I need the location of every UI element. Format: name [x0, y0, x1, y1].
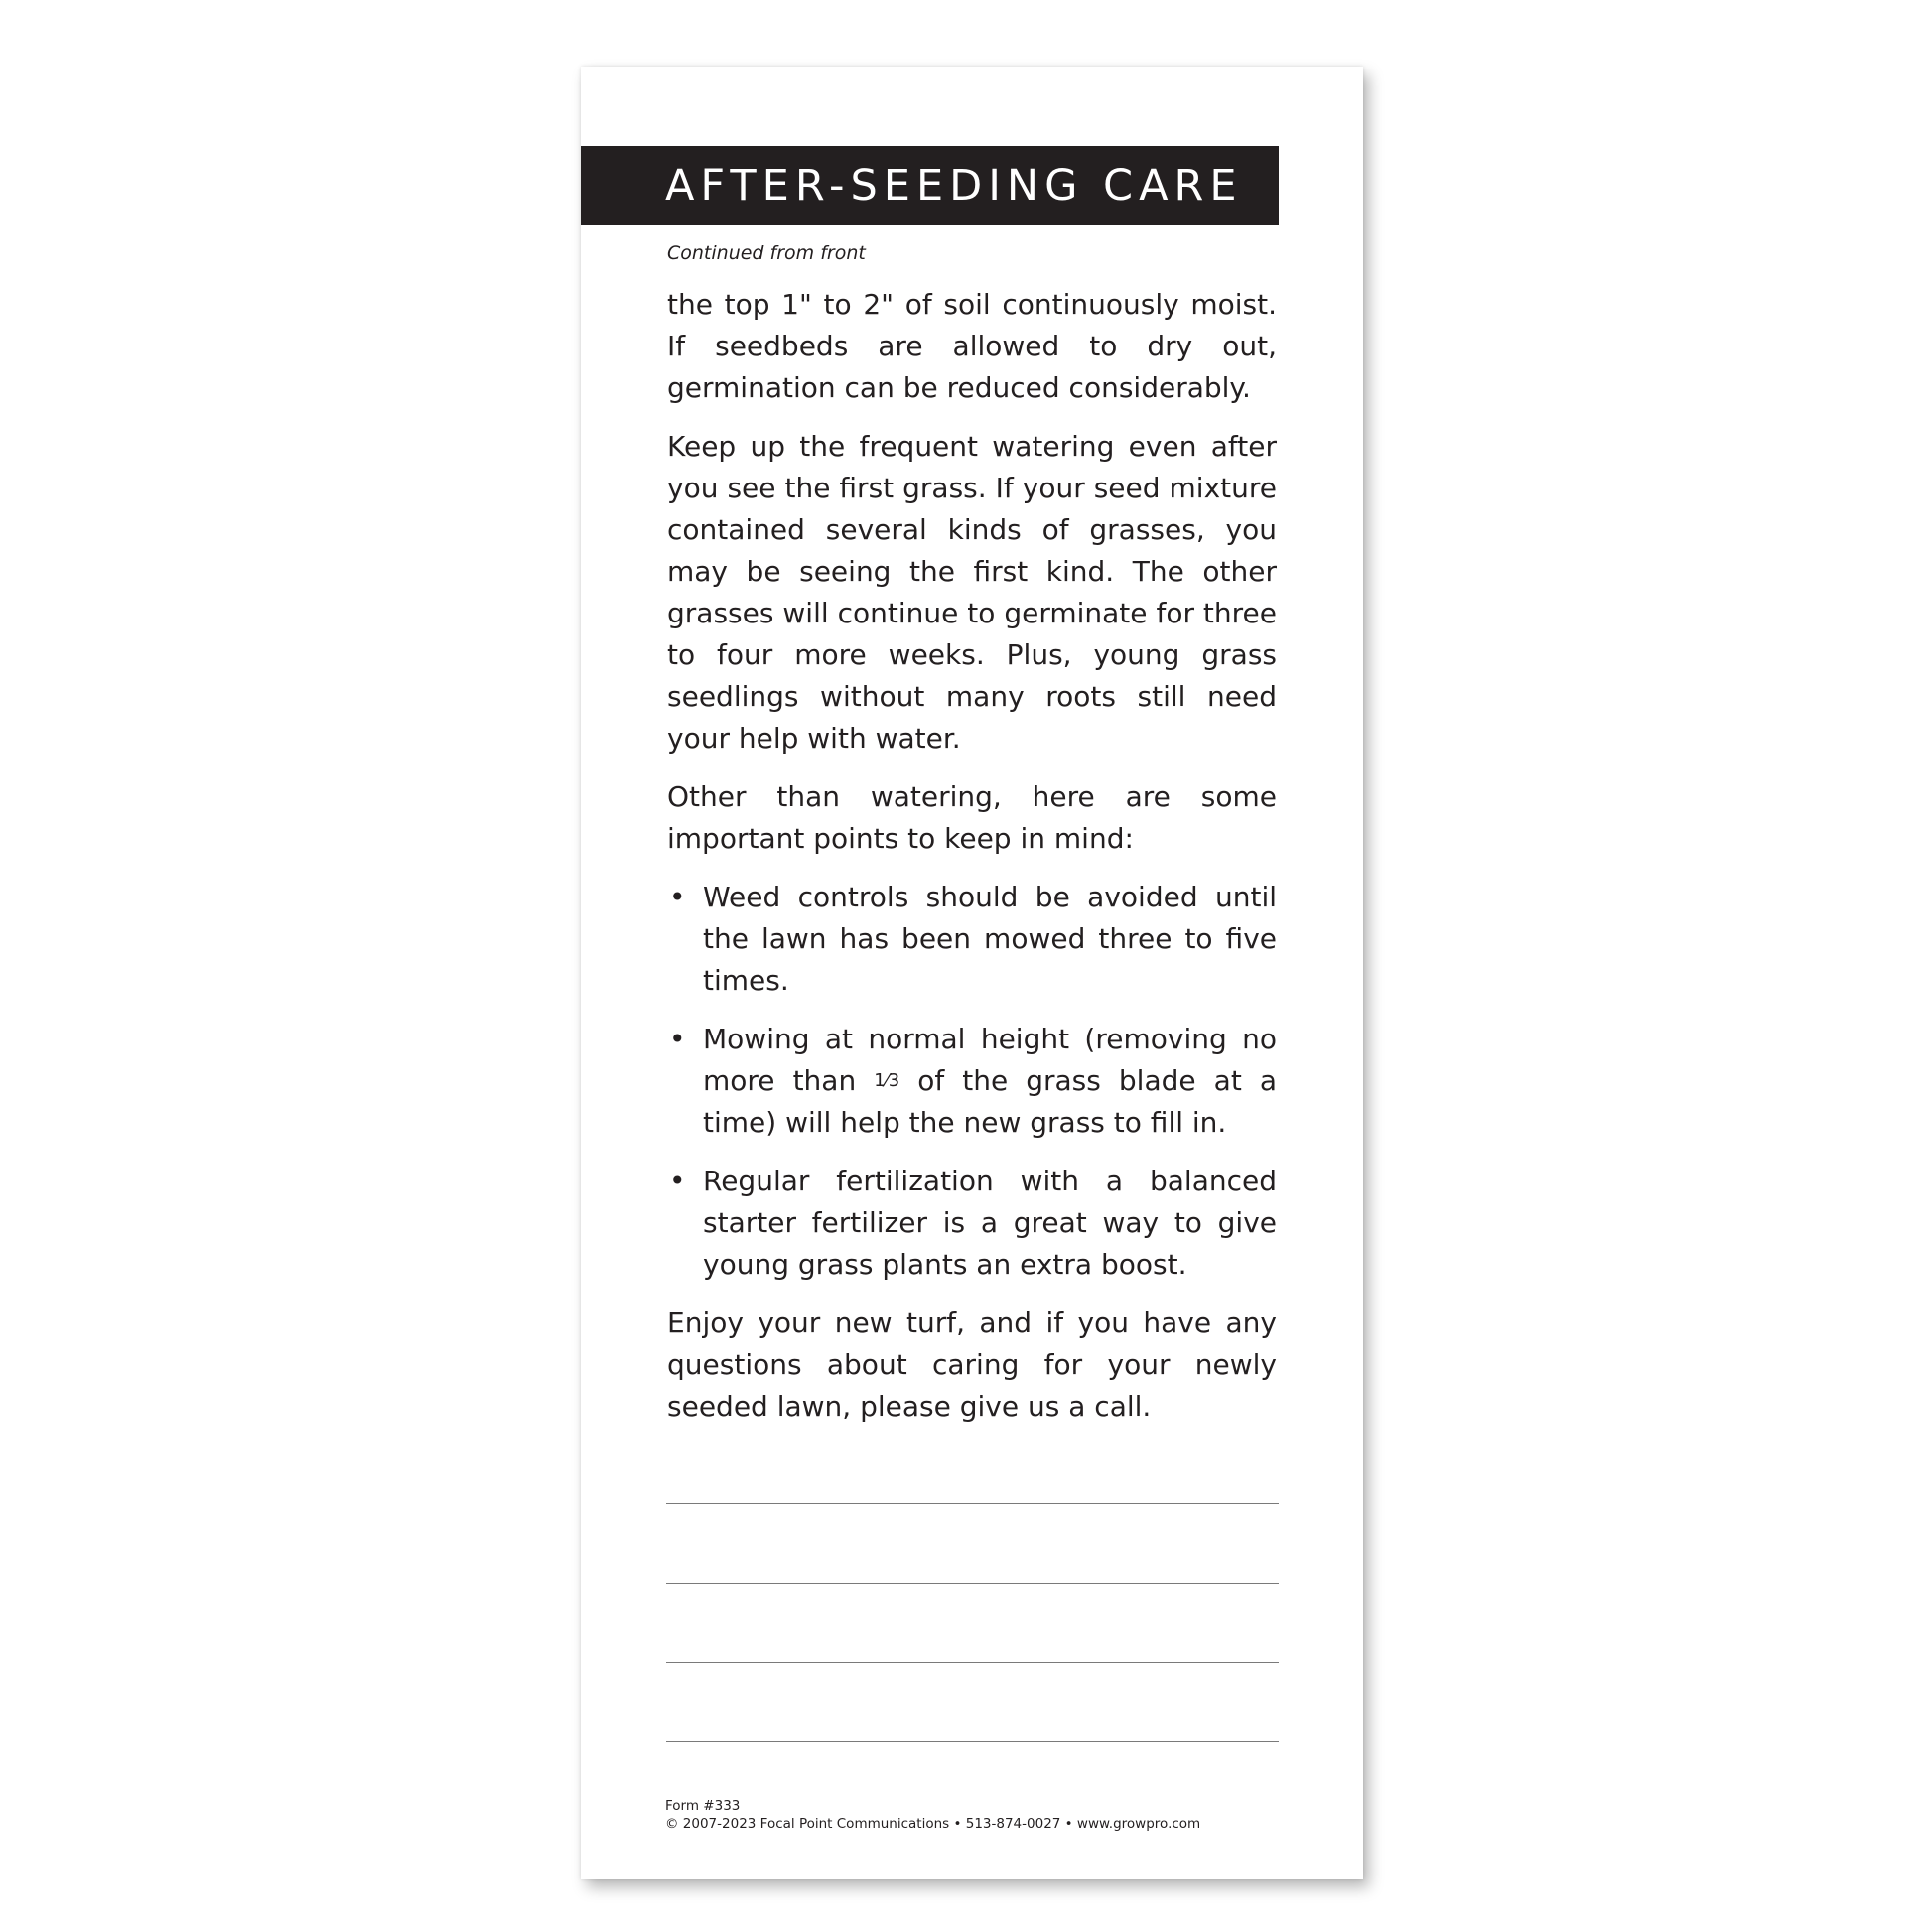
page-title: AFTER-SEEDING CARE [665, 161, 1243, 210]
title-bar [581, 146, 1279, 225]
body-content [667, 284, 1277, 1445]
bullet-icon: • [669, 881, 686, 913]
bullet-icon: • [669, 1023, 686, 1055]
paragraph-4: Enjoy your new turf, and if you have any questions about caring for your newly seeded lawn, please give us a call. [667, 1307, 1277, 1423]
bullet-text-part-a: Mowing at normal height (removing no more than [703, 1023, 1277, 1097]
bullet-text: Weed controls should be avoided until the lawn has been mowed three to five times. [703, 881, 1277, 997]
bullet-text: Regular fertilization with a balanced starter fertilizer is a great way to give young grass plants an extra boost. [703, 1165, 1277, 1281]
write-in-line [666, 1503, 1279, 1504]
copyright-line: © 2007-2023 Focal Point Communications • 513-874-0027 • www.growpro.com [665, 1816, 1201, 1832]
form-number: Form #333 [665, 1798, 741, 1814]
care-points-list [667, 877, 1277, 1286]
after-seeding-care-card [581, 67, 1363, 1879]
paragraph-1: the top 1" to 2" of soil continuously moist. If seedbeds are allowed to dry out, germination can be reduced considerably. [667, 288, 1277, 404]
continued-note: Continued from front [667, 242, 866, 264]
list-item [667, 1019, 1277, 1144]
paragraph-3: Other than watering, here are some important points to keep in mind: [667, 780, 1277, 855]
write-in-line [666, 1583, 1279, 1584]
paragraph-2: Keep up the frequent watering even after you see the first grass. If your seed mixture contained several kinds of grasses, you may be seeing the first kind. The other grasses will continue to germinate for three to four more weeks. Plus, young grass seedlings without many roots still need your help with water. [667, 430, 1277, 755]
footer [665, 1797, 1200, 1833]
bullet-icon: • [669, 1165, 686, 1197]
list-item [667, 877, 1277, 1002]
bullet-text-part-b: of the grass blade at a time) will help the new grass to fill in. [703, 1064, 1277, 1139]
write-in-line [666, 1662, 1279, 1663]
list-item [667, 1161, 1277, 1286]
fraction-one-third: 1⁄3 [874, 1070, 900, 1091]
write-in-line [666, 1741, 1279, 1742]
